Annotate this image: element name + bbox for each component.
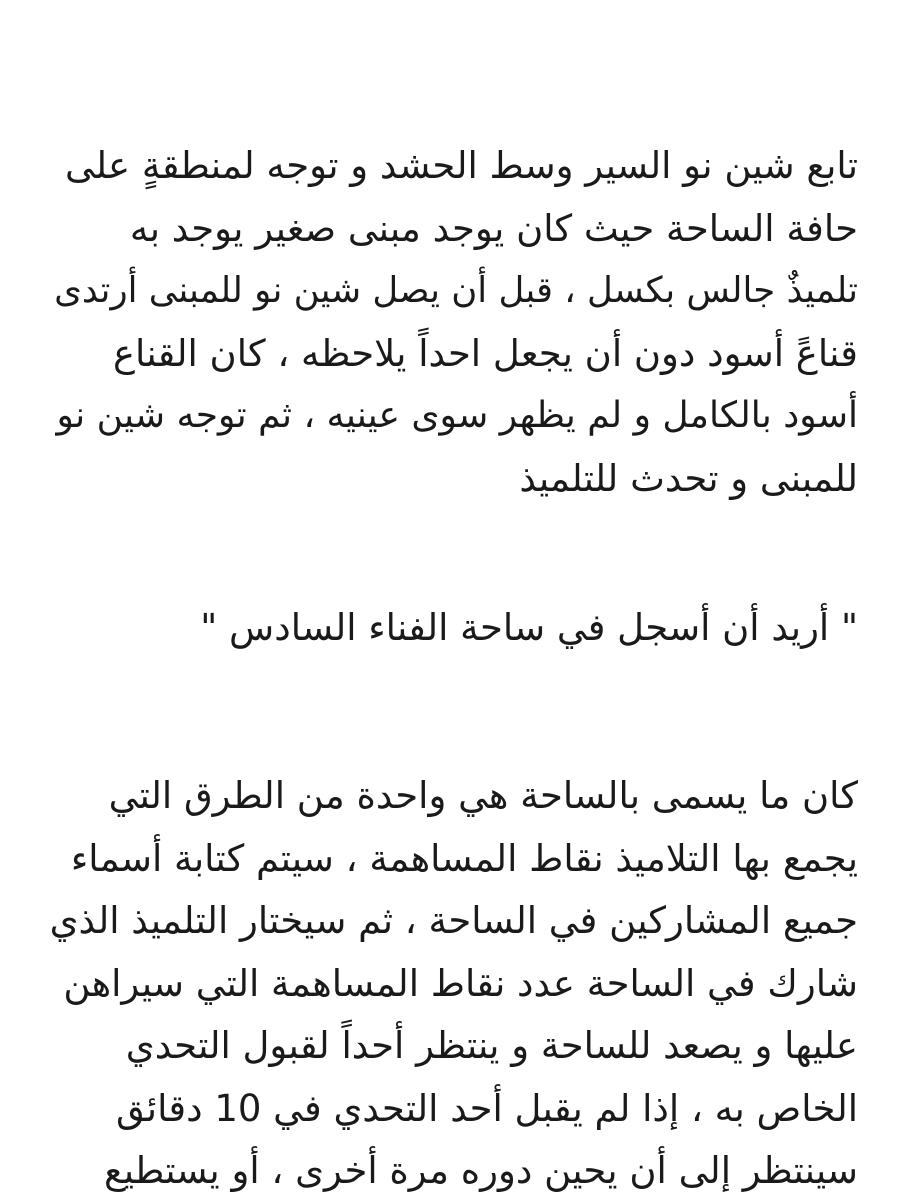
text-line: يجمع بها التلاميذ نقاط المساهمة ، سيتم كتابة أسماء <box>70 836 858 880</box>
paragraph-dialogue <box>46 597 858 660</box>
text-line: شارك في الساحة عدد نقاط المساهمة التي سيراهن <box>63 961 858 1005</box>
text-line: للمبنى و تحدث للتلميذ <box>519 456 858 500</box>
text-line: عليها و يصعد للساحة و ينتظر أحداً لقبول التحدي <box>125 1024 858 1067</box>
text-line: سينتظر إلى أن يحين دوره مرة أخرى ، أو يستطيع <box>104 1149 858 1192</box>
text-line: الخاص به ، إذا لم يقبل أحد التحدي في 10 دقائق <box>115 1086 858 1130</box>
paragraph-narration-2 <box>46 765 858 1200</box>
text-line: كان ما يسمى بالساحة هي واحدة من الطرق التي <box>108 774 858 817</box>
text-line: أسود بالكامل و لم يظهر سوى عينيه ، ثم توجه شين نو <box>56 395 858 436</box>
text-line: تابع شين نو السير وسط الحشد و توجه لمنطقةٍ على <box>64 144 858 187</box>
paragraph-narration-1 <box>46 135 858 510</box>
text-line: حافة الساحة حيث كان يوجد مبنى صغير يوجد به <box>129 206 858 250</box>
dialogue-line: " أريد أن أسجل في ساحة الفناء السادس " <box>200 606 858 649</box>
text-line: قناعً أسود دون أن يجعل احداً يلاحظه ، كان القناع <box>112 331 858 375</box>
text-line: تلميذٌ جالس بكسل ، قبل أن يصل شين نو للمبنى أرتدى <box>54 270 858 311</box>
text-line: جميع المشاركين في الساحة ، ثم سيختار التلميذ الذي <box>49 899 858 942</box>
